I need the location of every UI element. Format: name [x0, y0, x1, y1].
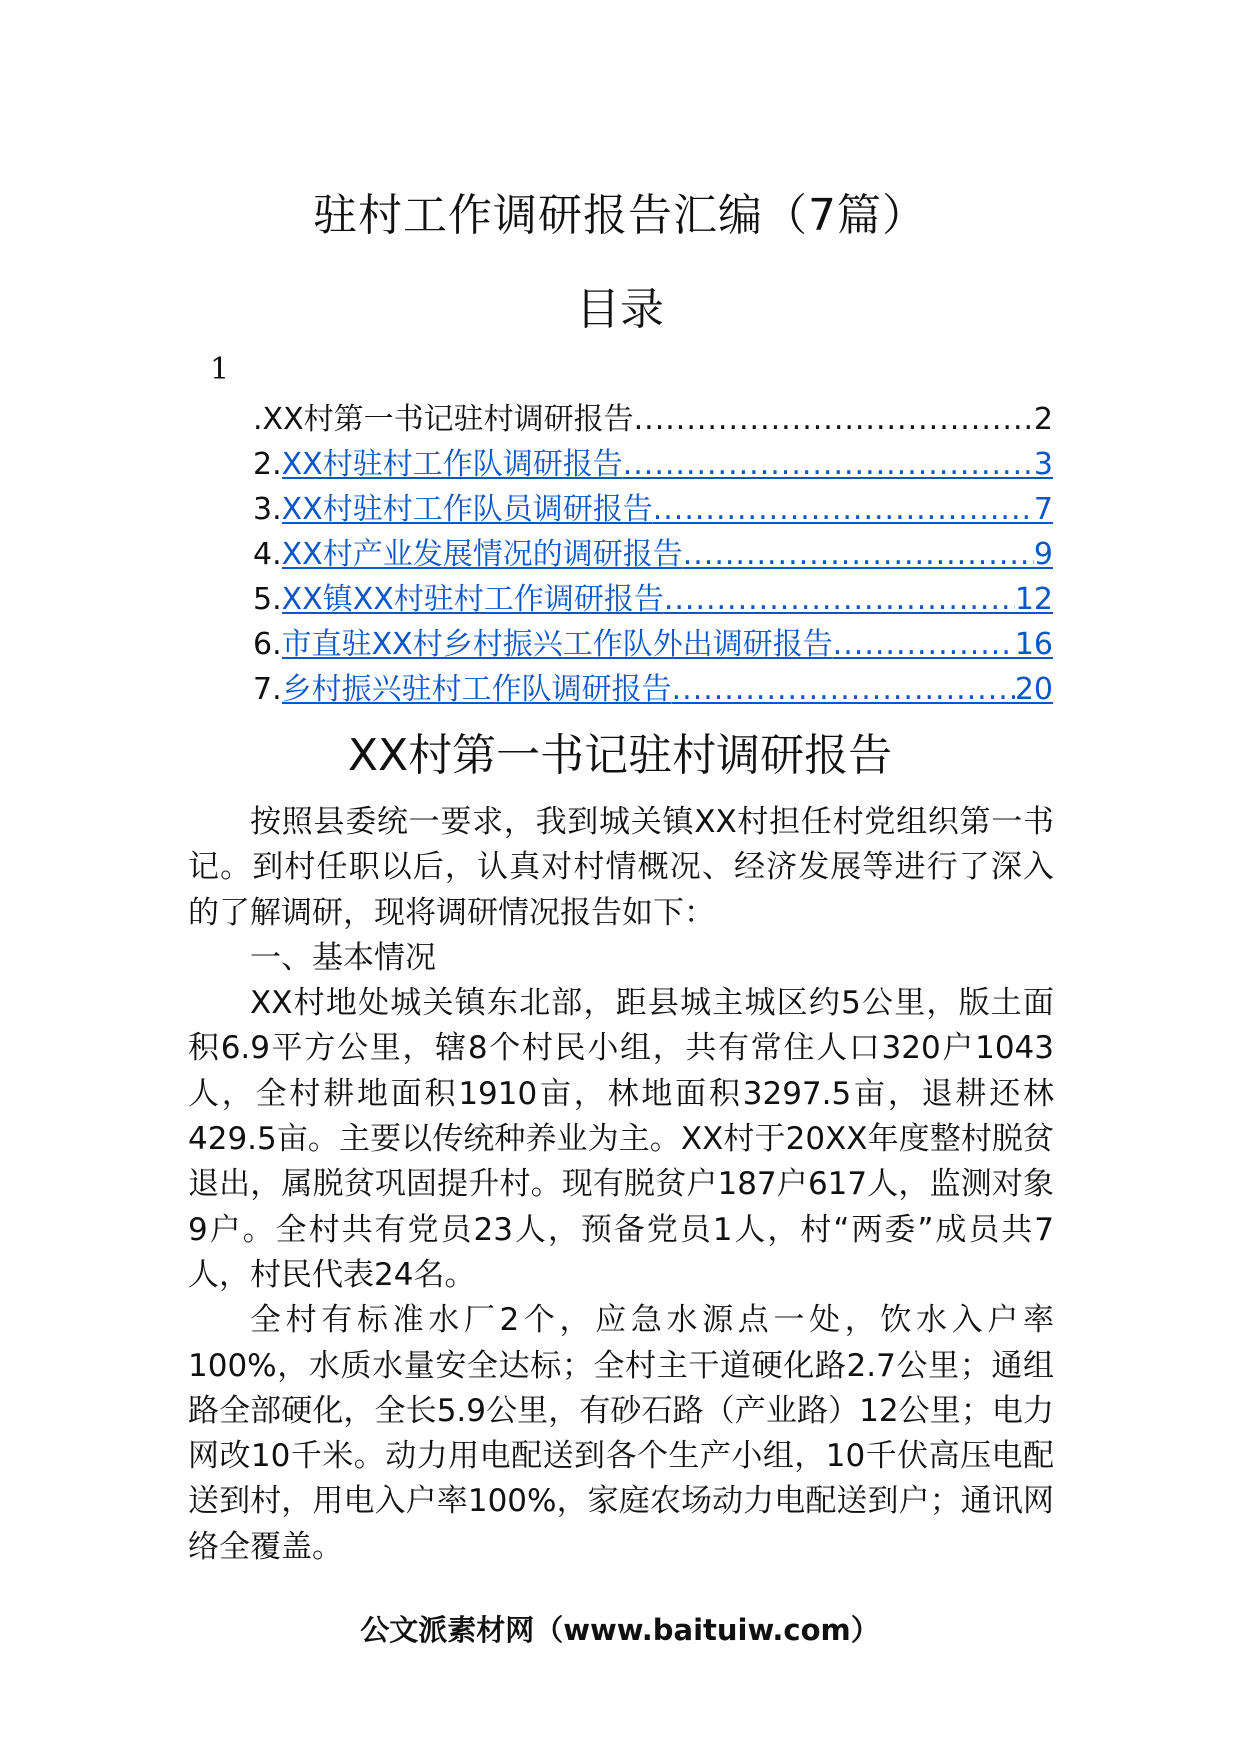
toc-item-page: 12 [1014, 582, 1053, 617]
toc-item-3[interactable] [253, 487, 1053, 532]
paragraph-village-overview: XX村地处城关镇东北部，距县城主城区约5公里，版土面积6.9平方公里，辖8个村民小组，共有常住人口320户1043人，全村耕地面积1910亩，林地面积3297.5亩，退耕还林429.5亩。主要以传统种养业为主。XX村于20XX年度整村脱贫退出，属脱贫巩固提升村。现有脱贫户187户617人，监测对象9户。全村共有党员23人，预备党员1人，村“两委”成员共7人，村民代表24名。 [188, 985, 1054, 1293]
toc-item-page: 20 [1014, 672, 1053, 707]
toc-item-page: 3 [1033, 447, 1053, 482]
toc-item-6[interactable] [253, 622, 1053, 667]
toc-item-page: 7 [1033, 492, 1053, 527]
toc-leader-dots [683, 532, 1034, 577]
footer-watermark: 公文派素材网（www.baituiw.com） [360, 1613, 880, 1647]
toc-item-text: 市直驻XX村乡村振兴工作队外出调研报告 [281, 627, 833, 662]
toc-item-number: 2. [253, 447, 282, 482]
toc-link[interactable] [282, 487, 1053, 532]
toc-leader-dots [664, 577, 1015, 622]
toc-leader-dots [634, 397, 1034, 442]
toc-link[interactable] [282, 667, 1053, 712]
paragraph-infrastructure: 全村有标准水厂2个，应急水源点一处，饮水入户率100%，水质水量安全达标；全村主干道硬化路2.7公里；通组路全部硬化，全长5.9公里，有砂石路（产业路）12公里；电力网改10千米。动力用电配送到各个生产小组，10千伏高压电配送到村，用电入户率100%，家庭农场动力电配送到户；通讯网络全覆盖。 [188, 1302, 1054, 1565]
toc-item-text: 乡村振兴驻村工作队调研报告 [281, 672, 672, 707]
table-of-contents [253, 397, 1053, 712]
toc-link[interactable] [282, 442, 1053, 487]
toc-item-text: XX村产业发展情况的调研报告 [281, 537, 683, 572]
report-body [188, 800, 1054, 1570]
section-title: XX村第一书记驻村调研报告 [347, 730, 893, 781]
subheading-basic-situation: 一、基本情况 [250, 939, 436, 976]
toc-item-text: XX镇XX村驻村工作调研报告 [281, 582, 664, 617]
toc-item-number: 6. [253, 627, 282, 662]
toc-item-page: 2 [1033, 402, 1053, 437]
toc-item-1[interactable] [253, 397, 1053, 442]
toc-link[interactable] [282, 577, 1053, 622]
toc-item-number: 4. [253, 537, 282, 572]
toc-item-text: XX村驻村工作队调研报告 [281, 447, 623, 482]
toc-item-text: XX村驻村工作队员调研报告 [281, 492, 653, 527]
document-title: 驻村工作调研报告汇编（7篇） [313, 190, 927, 241]
toc-leader-dots [653, 487, 1034, 532]
toc-item-page: 16 [1014, 627, 1053, 662]
toc-item-number: 3. [253, 492, 282, 527]
toc-item-5[interactable] [253, 577, 1053, 622]
toc-entry[interactable] [253, 397, 1053, 442]
toc-item-2[interactable] [253, 442, 1053, 487]
toc-item-number: 5. [253, 582, 282, 617]
toc-item-7[interactable] [253, 667, 1053, 712]
toc-leader-dots [672, 667, 1015, 712]
toc-heading: 目录 [576, 284, 664, 335]
toc-item-4[interactable] [253, 532, 1053, 577]
toc-link[interactable] [282, 532, 1053, 577]
toc-item-number: 7. [253, 672, 282, 707]
toc-leader-dots [623, 442, 1034, 487]
toc-item-text: .XX村第一书记驻村调研报告 [253, 402, 634, 437]
paragraph-intro: 按照县委统一要求，我到城关镇XX村担任村党组织第一书记。到村任职以后，认真对村情概况、经济发展等进行了深入的了解调研，现将调研情况报告如下： [188, 804, 1054, 931]
toc-item-page: 9 [1033, 537, 1053, 572]
page-number-marker: 1 [210, 352, 230, 387]
toc-leader-dots [833, 622, 1015, 667]
toc-link[interactable] [282, 622, 1053, 667]
